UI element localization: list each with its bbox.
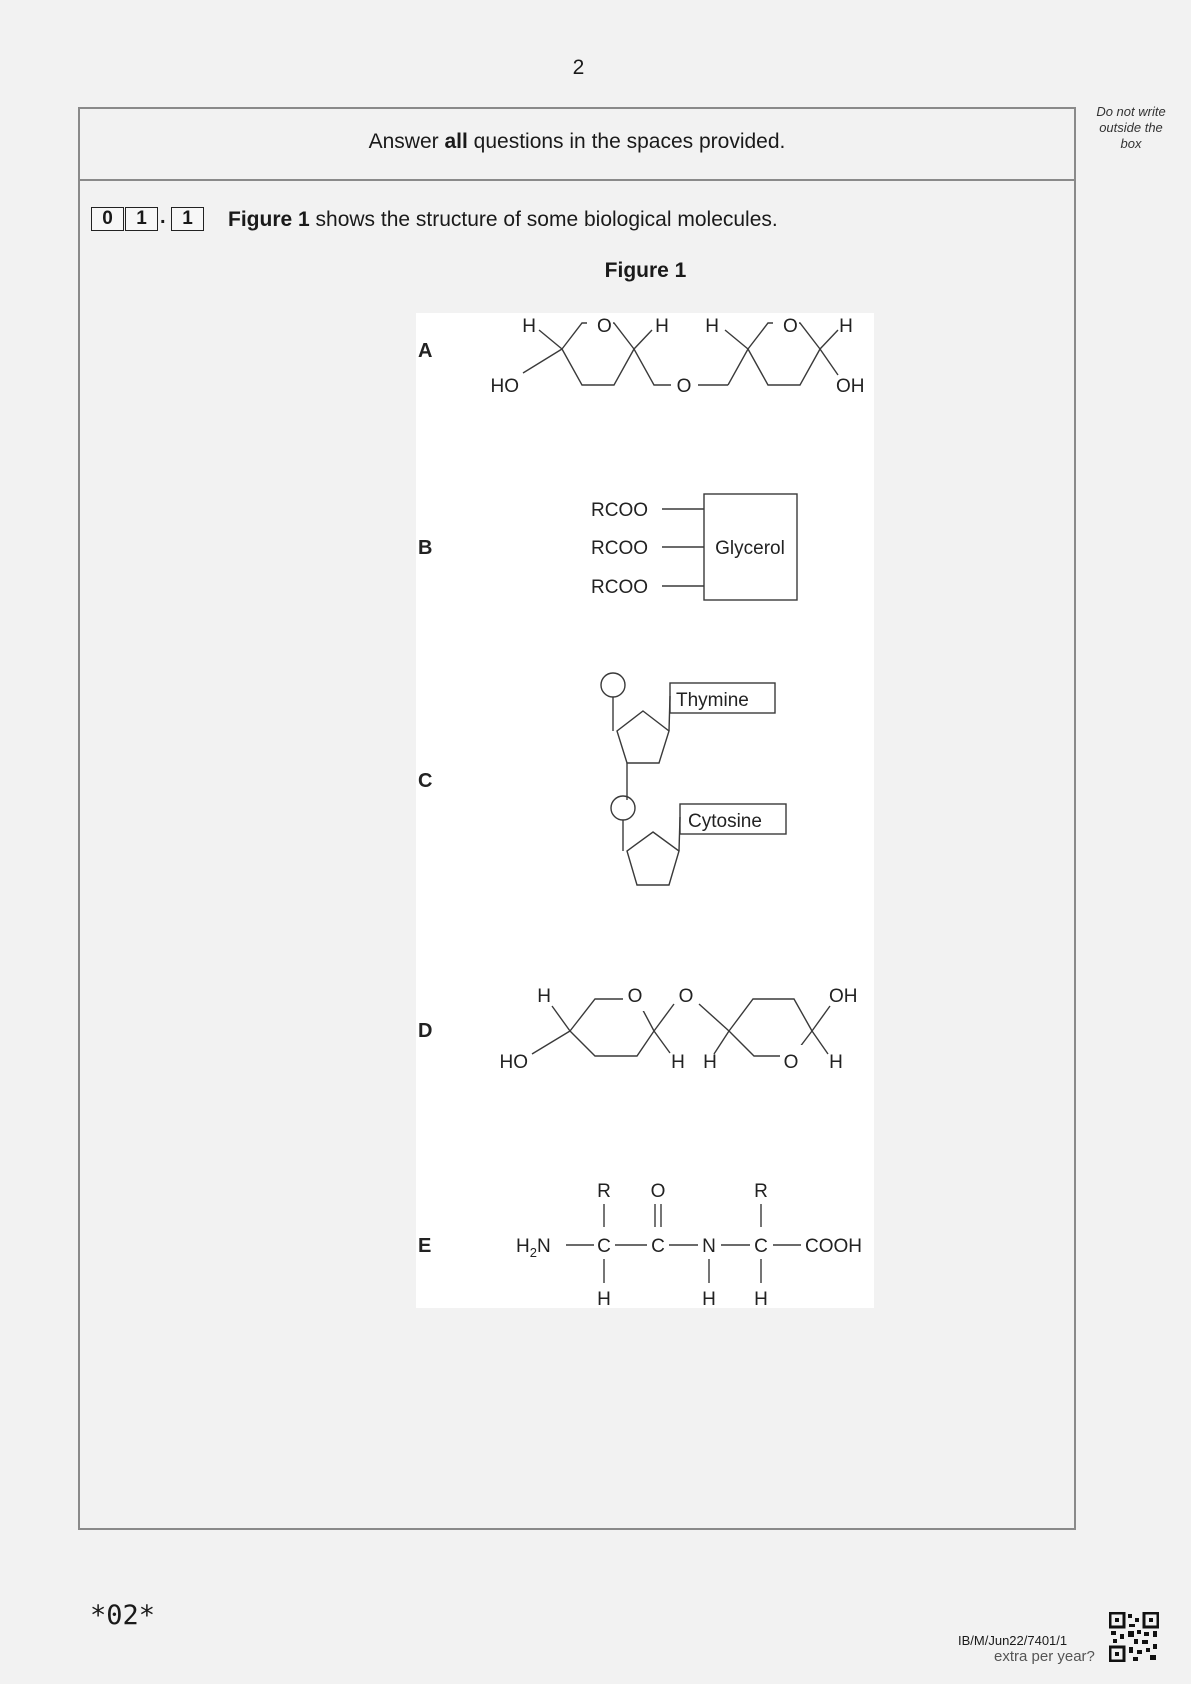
glycerol-label: Glycerol xyxy=(715,538,785,559)
row-label-d: D xyxy=(418,1020,433,1042)
instructions-pre: Answer xyxy=(368,130,445,153)
atom: OH xyxy=(829,986,858,1007)
molecule-a xyxy=(418,313,865,397)
bond xyxy=(812,1031,828,1054)
atom: H xyxy=(655,316,669,337)
atom: H xyxy=(516,1236,530,1257)
pentose-2 xyxy=(627,832,679,885)
bond xyxy=(539,330,562,349)
row-label-c: C xyxy=(418,770,433,792)
bond xyxy=(654,1031,670,1053)
bond xyxy=(714,1031,729,1054)
atom: H xyxy=(597,1289,611,1308)
atom: H xyxy=(754,1289,768,1308)
atom: O xyxy=(783,316,798,337)
atom: H xyxy=(522,316,536,337)
paper-reference: IB/M/Jun22/7401/1 xyxy=(958,1633,1068,1648)
bond xyxy=(820,330,838,349)
qr-code-icon xyxy=(1109,1612,1159,1662)
atom: O xyxy=(783,1052,799,1073)
question-number-digit-1: 0 xyxy=(91,207,124,231)
thymine-label: Thymine xyxy=(676,690,749,711)
atom: H xyxy=(671,1052,685,1073)
bond xyxy=(634,349,671,385)
instructions-bold: all xyxy=(444,130,468,153)
question-number-digit-2: 1 xyxy=(125,207,158,231)
question-part-digit: 1 xyxy=(171,207,204,231)
atom: R xyxy=(754,1181,768,1202)
atom-subscript: 2 xyxy=(529,1245,537,1260)
row-label-b: B xyxy=(418,537,433,559)
rcoo-3: RCOO xyxy=(591,577,648,598)
bond xyxy=(699,1004,729,1031)
rcoo-1: RCOO xyxy=(591,500,648,521)
exam-page-code: *02* xyxy=(90,1600,156,1631)
header-divider xyxy=(78,179,1076,181)
pentose-1 xyxy=(617,711,669,763)
phosphate-1 xyxy=(601,673,625,697)
atom: OH xyxy=(836,376,865,397)
atom: N xyxy=(702,1236,716,1257)
atom: O xyxy=(650,1181,666,1202)
page-number: 2 xyxy=(572,56,585,79)
molecule-b xyxy=(418,494,797,600)
atom: O xyxy=(676,376,692,397)
rcoo-2: RCOO xyxy=(591,538,648,559)
atom-h2n xyxy=(516,1236,551,1260)
margin-note: Do not write outside the box xyxy=(1096,104,1166,151)
atom: C xyxy=(754,1236,768,1257)
bond xyxy=(812,1006,830,1031)
bond xyxy=(552,1006,570,1031)
figure-panel xyxy=(416,313,874,1308)
question-text xyxy=(228,208,778,232)
atom: H xyxy=(702,1289,716,1308)
bond xyxy=(654,1004,674,1031)
question-number-dot: . xyxy=(160,206,166,228)
atom: C xyxy=(651,1236,665,1257)
atom: H xyxy=(829,1052,843,1073)
atom: H xyxy=(839,316,853,337)
bond xyxy=(532,1031,570,1054)
atom: COOH xyxy=(805,1236,862,1257)
molecule-c xyxy=(418,673,786,885)
row-label-e: E xyxy=(418,1235,432,1257)
atom: O xyxy=(597,316,612,337)
atom: HO xyxy=(490,376,519,397)
atom: H xyxy=(705,316,719,337)
atom: O xyxy=(627,986,643,1007)
cytosine-label: Cytosine xyxy=(688,811,762,832)
molecule-e xyxy=(418,1181,862,1308)
figure-1-diagram xyxy=(416,313,874,1308)
atom: O xyxy=(678,986,694,1007)
instructions xyxy=(78,130,1076,154)
atom: H xyxy=(703,1052,717,1073)
phosphate-2 xyxy=(611,796,635,820)
atom: H xyxy=(537,986,551,1007)
figure-title: Figure 1 xyxy=(604,259,687,282)
atom: C xyxy=(597,1236,611,1257)
atom: N xyxy=(536,1236,551,1257)
bond xyxy=(523,349,562,373)
instructions-post: questions in the spaces provided. xyxy=(467,130,786,153)
row-label-a: A xyxy=(418,340,433,362)
bond xyxy=(820,349,838,375)
bond xyxy=(634,330,652,349)
atom: R xyxy=(597,1181,611,1202)
atom: HO xyxy=(499,1052,528,1073)
question-figure-ref: Figure 1 xyxy=(228,208,310,231)
question-body: shows the structure of some biological molecules. xyxy=(309,208,778,231)
molecule-d xyxy=(418,986,858,1073)
footer-note: extra per year? xyxy=(994,1648,1095,1665)
bond xyxy=(725,330,748,349)
